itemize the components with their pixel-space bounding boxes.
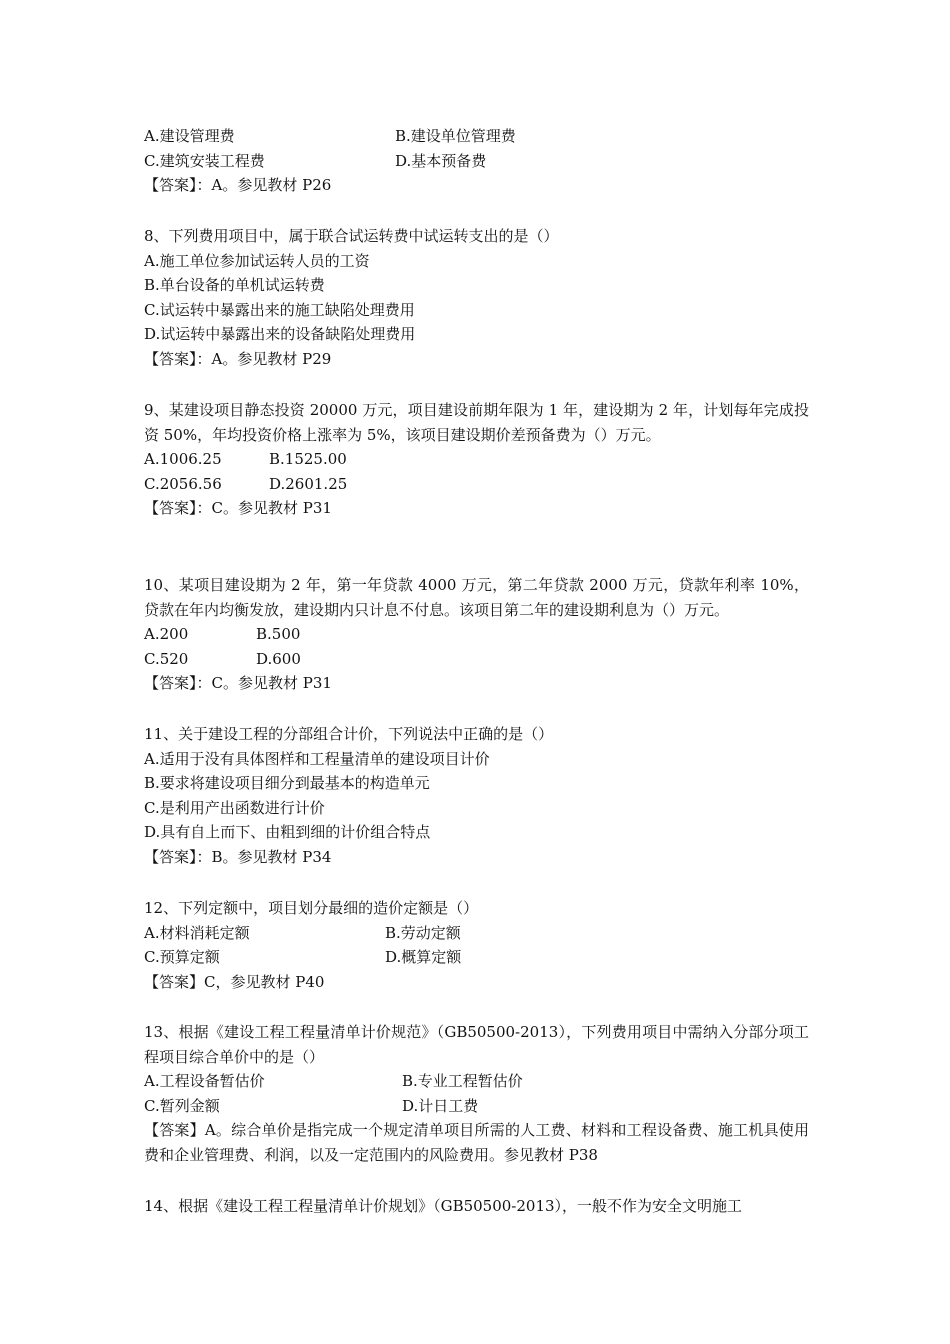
option-a: A.建设管理费 [144,127,235,145]
question-8 [144,224,809,372]
option-c: C.试运转中暴露出来的施工缺陷处理费用 [144,300,415,319]
question-10 [144,573,809,696]
options-row-cd [144,472,809,497]
option-d: D.600 [256,649,301,668]
options-row-cd [144,945,809,970]
question-13 [144,1020,809,1168]
option-d: D.计日工费 [402,1096,479,1115]
options-row-cd [144,149,809,174]
option-a: A.施工单位参加试运转人员的工资 [144,251,370,270]
option-b: B.劳动定额 [385,923,461,942]
answer: 【答案】C，参见教材 P40 [144,972,325,991]
options-row-cd [144,647,809,672]
option-a: A.适用于没有具体图样和工程量清单的建设项目计价 [144,749,490,768]
option-b: B.1525.00 [269,450,347,469]
option-b: B.单台设备的单机试运转费 [144,276,325,295]
question-text: 11、关于建设工程的分部组合计价，下列说法中正确的是（） [144,725,554,743]
option-c: C.暂列金额 [144,1096,220,1115]
question-9 [144,398,809,521]
options-row-ab [144,1069,809,1094]
option-d: D.概算定额 [385,948,462,967]
question-12 [144,896,809,994]
option-c: C.2056.56 [144,474,222,493]
option-d: D.试运转中暴露出来的设备缺陷处理费用 [144,325,416,344]
answer: 【答案】：A。参见教材 P29 [144,349,332,368]
option-a: A.工程设备暂估价 [144,1072,265,1091]
question-7 [144,124,809,198]
options-row-cd [144,1094,809,1119]
option-c: C.建筑安装工程费 [144,151,265,170]
answer: 【答案】A。综合单价是指完成一个规定清单项目所需的人工费、材料和工程设备费、施工机具使用费和企业管理费、利润，以及一定范围内的风险费用。参见教材 P38 [144,1121,809,1164]
question-14 [144,1194,809,1219]
option-c: C.520 [144,649,189,668]
option-b: B.500 [256,625,301,644]
answer: 【答案】：A。参见教材 P26 [144,176,332,195]
option-d: D.基本预备费 [395,151,487,170]
question-text: 9、某建设项目静态投资 20000 万元，项目建设前期年限为 1 年，建设期为 2 年，计划每年完成投资 50%，年均投资价格上涨率为 5%，该项目建设期价差预备费为（）万元。 [144,401,809,444]
options-row-ab [144,447,809,472]
question-text: 14、根据《建设工程工程量清单计价规划》（GB50500-2013），一般不作为安全文明施工 [144,1197,743,1215]
options-row-ab [144,622,809,647]
options-row-ab [144,921,809,946]
option-b: B.建设单位管理费 [395,127,516,145]
option-b: B.专业工程暂估价 [402,1072,523,1091]
options-row-ab [144,124,809,149]
option-a: A.200 [144,625,189,644]
option-a: A.材料消耗定额 [144,923,250,942]
option-c: C.是利用产出函数进行计价 [144,798,325,817]
answer: 【答案】：B。参见教材 P34 [144,847,332,866]
question-text: 10、某项目建设期为 2 年，第一年贷款 4000 万元，第二年贷款 2000 万元，贷款年利率 10%，贷款在年内均衡发放，建设期内只计息不付息。该项目第二年的建设期利息为（）万元。 [144,576,809,619]
question-text: 8、下列费用项目中，属于联合试运转费中试运转支出的是（） [144,227,559,245]
option-c: C.预算定额 [144,948,220,967]
option-b: B.要求将建设项目细分到最基本的构造单元 [144,774,430,793]
question-11 [144,722,809,870]
option-d: D.2601.25 [269,474,348,493]
option-d: D.具有自上而下、由粗到细的计价组合特点 [144,823,431,842]
answer: 【答案】：C。参见教材 P31 [144,674,332,693]
answer: 【答案】：C。参见教材 P31 [144,499,332,518]
option-a: A.1006.25 [144,450,222,469]
question-text: 13、根据《建设工程工程量清单计价规范》（GB50500-2013），下列费用项目中需纳入分部分项工程项目综合单价中的是（） [144,1023,809,1066]
question-text: 12、下列定额中，项目划分最细的造价定额是（） [144,899,479,917]
